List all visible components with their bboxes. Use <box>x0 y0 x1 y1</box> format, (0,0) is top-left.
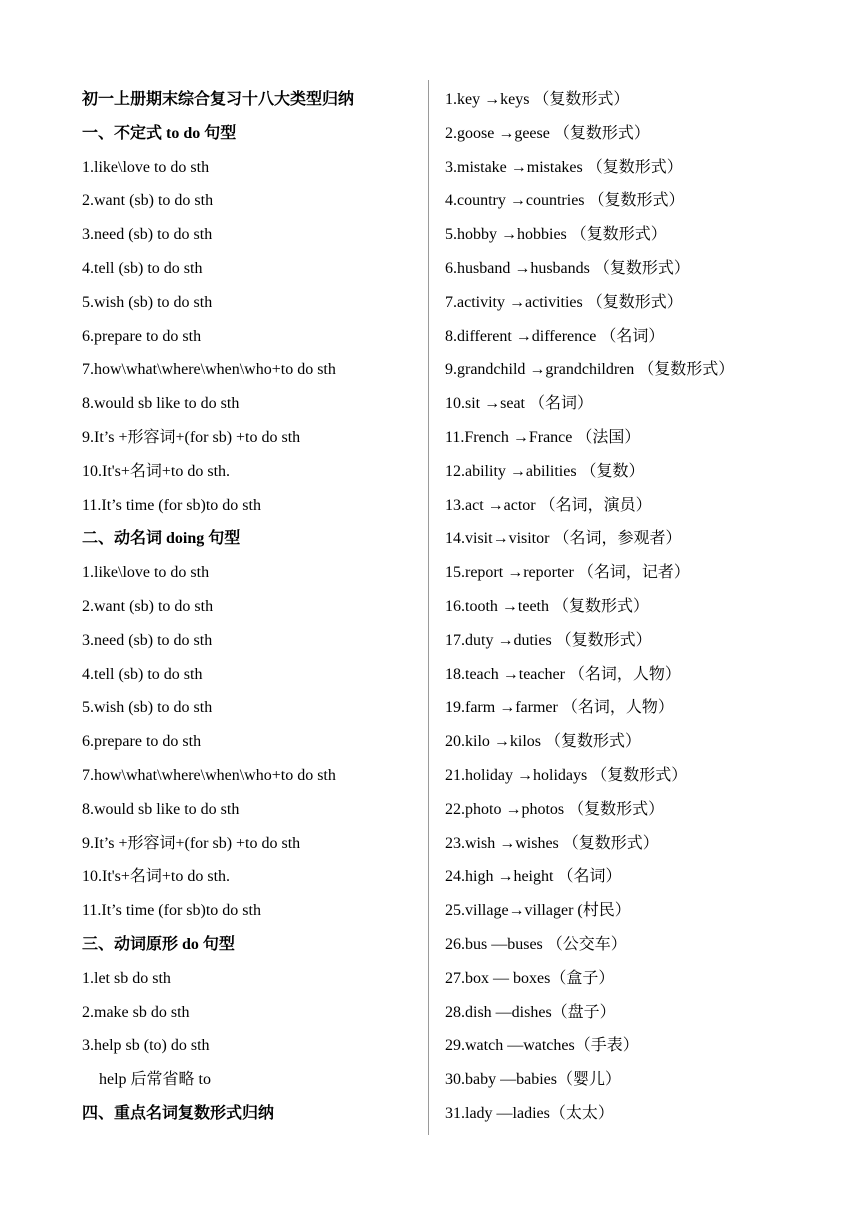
noun-form-line: 1.key →keys （复数形式） <box>445 91 630 108</box>
noun-form-line: 4.country →countries （复数形式） <box>445 192 685 210</box>
column-divider <box>428 80 429 1135</box>
noun-form-line: 24.high →height （名词） <box>445 868 622 886</box>
noun-form-line: 30.baby —babies（婴儿） <box>445 1071 621 1089</box>
section-heading: 四、重点名词复数形式归纳 <box>82 1104 275 1122</box>
noun-form-line: 3.mistake →mistakes （复数形式） <box>445 158 683 176</box>
left-column <box>82 83 412 1131</box>
pattern-line: 9.It’s +形容词+(for sb) +to do sth <box>82 428 301 446</box>
noun-form-line: 17.duty →duties （复数形式） <box>445 631 652 649</box>
pattern-line: 2.make sb do sth <box>82 1003 190 1021</box>
pattern-line: 8.would sb like to do sth <box>82 395 240 413</box>
pattern-line: 2.want (sb) to do sth <box>82 192 214 210</box>
noun-form-line: 29.watch —watches（手表） <box>445 1037 639 1055</box>
pattern-line: 6.prepare to do sth <box>82 733 202 751</box>
noun-form-line: 23.wish →wishes （复数形式） <box>445 834 659 852</box>
pattern-line: 4.tell (sb) to do sth <box>82 259 203 277</box>
noun-form-line: 6.husband →husbands （复数形式） <box>445 259 690 277</box>
noun-form-line: 7.activity →activities （复数形式） <box>445 293 683 311</box>
pattern-line: 7.how\what\where\when\who+to do sth <box>82 361 336 379</box>
noun-form-line: 11.French →France （法国） <box>445 428 641 446</box>
pattern-line: 9.It’s +形容词+(for sb) +to do sth <box>82 834 301 852</box>
section-heading: 初一上册期末综合复习十八大类型归纳 <box>82 91 355 108</box>
pattern-line: 11.It’s time (for sb)to do sth <box>82 496 261 514</box>
pattern-line: 5.wish (sb) to do sth <box>82 699 213 717</box>
pattern-line: 10.It's+名词+to do sth. <box>82 462 231 480</box>
noun-form-line: 13.act →actor （名词，演员） <box>445 496 652 514</box>
pattern-line: 2.want (sb) to do sth <box>82 597 214 615</box>
pattern-line: 3.need (sb) to do sth <box>82 631 213 649</box>
noun-form-line: 28.dish —dishes（盘子） <box>445 1003 616 1021</box>
noun-form-line: 8.different →difference （名词） <box>445 327 665 345</box>
noun-form-line: 25.village→villager (村民） <box>445 902 631 920</box>
noun-form-line: 5.hobby →hobbies （复数形式） <box>445 226 667 244</box>
pattern-line: 11.It’s time (for sb)to do sth <box>82 902 261 920</box>
pattern-line: 3.need (sb) to do sth <box>82 226 213 244</box>
pattern-line: help 后常省略 to <box>99 1071 211 1089</box>
noun-form-line: 10.sit →seat （名词） <box>445 395 593 413</box>
section-heading: 二、动名词 doing 句型 <box>82 530 241 548</box>
right-column <box>445 83 845 1131</box>
noun-form-line: 9.grandchild →grandchildren （复数形式） <box>445 361 735 379</box>
noun-form-line: 14.visit→visitor （名词，参观者） <box>445 530 682 548</box>
pattern-line: 10.It's+名词+to do sth. <box>82 868 231 886</box>
pattern-line: 5.wish (sb) to do sth <box>82 293 213 311</box>
noun-form-line: 12.ability →abilities （复数） <box>445 462 645 480</box>
pattern-line: 1.like\love to do sth <box>82 158 210 176</box>
section-heading: 三、动词原形 do 句型 <box>82 935 235 953</box>
pattern-line: 6.prepare to do sth <box>82 327 202 345</box>
noun-form-line: 18.teach →teacher （名词，人物） <box>445 665 681 683</box>
noun-form-line: 20.kilo →kilos （复数形式） <box>445 733 642 751</box>
noun-form-line: 21.holiday →holidays （复数形式） <box>445 766 688 784</box>
noun-form-line: 16.tooth →teeth （复数形式） <box>445 597 649 615</box>
noun-form-line: 31.lady —ladies（太太） <box>445 1104 614 1122</box>
noun-form-line: 15.report →reporter （名词，记者） <box>445 564 690 582</box>
pattern-line: 3.help sb (to) do sth <box>82 1037 210 1055</box>
noun-form-line: 19.farm →farmer （名词，人物） <box>445 699 674 717</box>
noun-form-line: 2.goose →geese （复数形式） <box>445 124 650 142</box>
pattern-line: 4.tell (sb) to do sth <box>82 665 203 683</box>
pattern-line: 1.like\love to do sth <box>82 564 210 582</box>
pattern-line: 1.let sb do sth <box>82 969 171 987</box>
noun-form-line: 22.photo →photos （复数形式） <box>445 800 665 818</box>
noun-form-line: 26.bus —buses （公交车） <box>445 935 627 953</box>
noun-form-line: 27.box — boxes（盒子） <box>445 969 615 987</box>
pattern-line: 8.would sb like to do sth <box>82 800 240 818</box>
pattern-line: 7.how\what\where\when\who+to do sth <box>82 766 336 784</box>
section-heading: 一、不定式 to do 句型 <box>82 124 237 142</box>
